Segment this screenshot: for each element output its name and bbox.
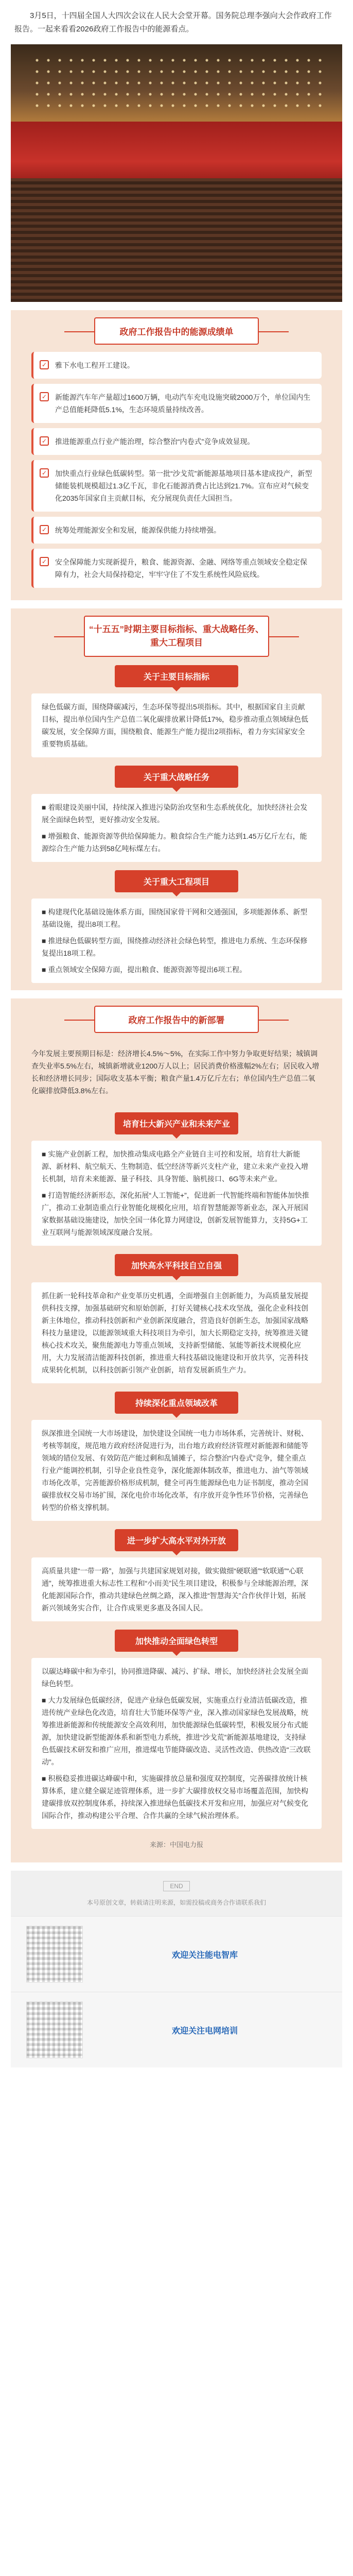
subsection-title: 进一步扩大高水平对外开放 bbox=[115, 1529, 238, 1551]
end-note: 本号原创文章，转载请注明来源，如需投稿或商务合作请联系我们 bbox=[86, 1899, 266, 1906]
section-title: 政府工作报告中的能源成绩单 bbox=[94, 317, 259, 345]
subsection-title: 加快推动全面绿色转型 bbox=[115, 1630, 238, 1652]
subsection-title: 持续深化重点领域改革 bbox=[115, 1392, 238, 1414]
intro-paragraph: 3月5日，十四届全国人大四次会议在人民大会堂开幕。国务院总理李强向大会作政府工作报告。一起来看看2026政府工作报告中的能源看点。 bbox=[14, 11, 332, 33]
targets-paragraph: 今年发展主要预期目标是：经济增长4.5%～5%，在实际工作中努力争取更好结果；城镇调查失业率5.5%左右，城镇新增就业1200万人以上；居民消费价格涨幅2%左右；居民收入增长和经济增长同步；国际收支基本平衡；粮食产量1.4万亿斤左右；单位国内生产总值二氧化碳排放降低3.8%左右。 bbox=[31, 1049, 320, 1095]
check-icon: ✓ bbox=[40, 436, 49, 446]
qr-code-icon[interactable] bbox=[26, 1926, 83, 1982]
check-icon: ✓ bbox=[40, 557, 49, 566]
section-15th-plan bbox=[11, 608, 342, 990]
section-title: “十五五”时期主要目标指标、重大战略任务、重大工程项目 bbox=[84, 616, 269, 657]
achievement-item: ✓ 雅下水电工程开工建设。 bbox=[31, 352, 322, 379]
hero-ceiling-lights bbox=[31, 55, 322, 111]
section-achievements bbox=[11, 310, 342, 600]
section-title: 政府工作报告中的新部署 bbox=[94, 1006, 259, 1033]
subsection-body: 以碳达峰碳中和为牵引，协同推进降碳、减污、扩绿、增长，加快经济社会发展全面绿色转型。 ■ 大力发展绿色低碳经济，促进产业绿色低碳发展，实施重点行业清洁低碳改造，推进传统产业绿色化改造，培育壮大节能环保等产业，深入推动国家绿色发展战略，统筹推进新能源和传统能源安全高效利用，加快能源绿色低碳转型，积极发展分布式能源，加快建设新型能源体系和新型电力系统，推进“沙戈荒”新能源基地建设，支持绿色低碳技术研发和推广应用，推进煤电节能降碳改造、灵活性改造、供热改造“三改联动”。 ■ 积极稳妥推进碳达峰碳中和，实施碳排放总量和强度双控制度，完善碳排放统计核算体系，建立健全碳足迹管理体系，进一步扩大碳排放权交易市场覆盖范围，加快构建碳排放双控制度体系，持续深入推进绿色低碳技术开发和应用，加强应对气候变化国际合作，推动构建公平合理、合作共赢的全球气候治理体系。 bbox=[31, 1658, 322, 1829]
follow-label: 欢迎关注能电智库 bbox=[171, 1951, 238, 1960]
check-icon: ✓ bbox=[40, 392, 49, 401]
source-credit: 来源：中国电力报 bbox=[149, 1841, 203, 1849]
achievement-item: ✓ 安全保障能力实现新提升，粮食、能源资源、金融、网络等重点领域安全稳定保障有力，社会大局保持稳定，牢牢守住了不发生系统性风险底线。 bbox=[31, 549, 322, 588]
follow-label: 欢迎关注电网培训 bbox=[171, 2026, 238, 2036]
achievement-item: ✓ 统筹处理能源安全和发展，能源保供能力持续增强。 bbox=[31, 517, 322, 544]
subsection-title: 关于主要目标指标 bbox=[115, 665, 238, 687]
subsection-body: ■ 着眼建设美丽中国，持续深入推进污染防治攻坚和生态系统优化，加快经济社会发展全面绿色转型，更好推动安全发展。 ■ 增强粮食、能源资源等供给保障能力。粮食综合生产能力达到1.45万亿斤左右，能源综合生产能力达到58亿吨标煤左右。 bbox=[31, 794, 322, 862]
end-tag: END bbox=[163, 1881, 189, 1891]
subsection-title: 加快高水平科技自立自强 bbox=[115, 1254, 238, 1276]
check-icon: ✓ bbox=[40, 525, 49, 534]
subsection-title: 关于重大战略任务 bbox=[115, 766, 238, 788]
follow-card[interactable] bbox=[11, 1992, 342, 2067]
check-icon: ✓ bbox=[40, 468, 49, 478]
achievement-item: ✓ 新能源汽车年产量超过1600万辆，电动汽车充电设施突破2000万个，单位国内生产总值能耗降低5.1%，生态环境质量持续改善。 bbox=[31, 384, 322, 423]
subsection-title: 关于重大工程项目 bbox=[115, 870, 238, 892]
subsection-title: 培育壮大新兴产业和未来产业 bbox=[115, 1112, 238, 1134]
achievement-item: ✓ 加快重点行业绿色低碳转型。第一批“沙戈荒”新能源基地项目基本建成投产，新型储能装机规模超过1.3亿千瓦，非化石能源消费占比达到21.7%。宣布应对气候变化2035年国家自主贡献目标，充分展现负责任大国担当。 bbox=[31, 460, 322, 512]
subsection-body: ■ 实施产业创新工程，加快推动集成电路全产业链自主可控和发展，培育壮大新能源、新材料、航空航天、生物制造、低空经济等新兴支柱产业，建立未来产业投入增长机制，培育未来能源、量子科技、具身智能、脑机接口、6G等未来产业。 ■ 打造智能经济新形态，深化拓展“人工智能+”，促进新一代智能终端和智能体加快推广，推动工业制造重点行业智能化规模化应用，培育智慧能源等新业态，深入开展国家数据基础设施建设，加快全国一体化算力网建设，创新发展智能算力，支持5G+工业互联网与能源领域深度融合发展。 bbox=[31, 1141, 322, 1246]
achievement-item: ✓ 推进能源重点行业产能治理，综合整治“内卷式”竞争成效显现。 bbox=[31, 428, 322, 455]
subsection-body: 高质量共建“一带一路”，加强与共建国家规划对接，做实做细“硬联通”“软联通”“心联通”，统筹推进重大标志性工程和“小而美”民生项目建设，积极参与全球能源治理，深化能源国际合作，推动共建绿色丝绸之路，深入推进“智慧海关”合作伙伴计划，拓展新兴领域务实合作，让合作成果更多惠及各国人民。 bbox=[31, 1557, 322, 1621]
check-icon: ✓ bbox=[40, 360, 49, 369]
section-new-deployments bbox=[11, 998, 342, 1862]
subsection-body: ■ 构建现代化基础设施体系方面，围绕国家骨干网和交通强国，多项能源体系、新型基础设施，提出8项工程。 ■ 推进绿色低碳转型方面，围绕推动经济社会绿色转型，推进电力系统、生态环保修复提出18项工程。 ■ 重点领域安全保障方面，提出粮食、能源资源等提出6项工程。 bbox=[31, 899, 322, 983]
hero-audience bbox=[11, 178, 342, 302]
subsection-body: 纵深推进全国统一大市场建设，加快建设全国统一电力市场体系，完善统计、财税、考核等制度，规范地方政府经济促进行为，出台地方政府经济管理对新能源和储能等领域的错位发展、有效防范产能过剩和乱铺摊子，综合整治“内卷式”竞争，健全重点行业产能调控机制，引导企业良性竞争，深化能源体制改革，推进电力、油气等领域市场化改革，完善能源价格形成机制，健全可再生能源绿色电力证书制度，推动全国碳排放权交易市场扩围，深化电价市场化改革，有序放开竞争性环节价格，完善绿色转型的价格支撑机制。 bbox=[31, 1420, 322, 1521]
subsection-body: 绿色低碳方面，围绕降碳减污，生态环保等提出5项指标。其中，根据国家自主贡献目标，提出单位国内生产总值二氧化碳排放累计降低17%，稳步推动重点领域绿色低碳发展，安全保障方面，围绕粮食、能源生产能力提出2项指标，着力夯实国家安全重要物质基础。 bbox=[31, 693, 322, 757]
hero-photo bbox=[11, 44, 342, 302]
follow-card[interactable] bbox=[11, 1916, 342, 1992]
subsection-body: 抓住新一轮科技革命和产业变革历史机遇，全面增强自主创新能力，为高质量发展提供科技支撑，加强基础研究和原始创新，打好关键核心技术攻坚战，强化企业科技创新主体地位，推动科技创新和产业创新深度融合，营造良好创新生态，加强国家战略科技力量建设，以能源领域重大科技项目为牵引，加大长期稳定支持，统筹推进关键核心技术攻关，聚焦能源电力等重点领域，支持新型储能、氢能等新技术规模化应用，大力发展清洁能源科技创新，推进重大科技基础设施建设和开放共享，完善科技成果转化机制，以科技创新引领产业创新，培育发展新质生产力。 bbox=[31, 1282, 322, 1383]
end-block bbox=[11, 1871, 342, 1916]
qr-code-icon[interactable] bbox=[26, 2002, 83, 2058]
